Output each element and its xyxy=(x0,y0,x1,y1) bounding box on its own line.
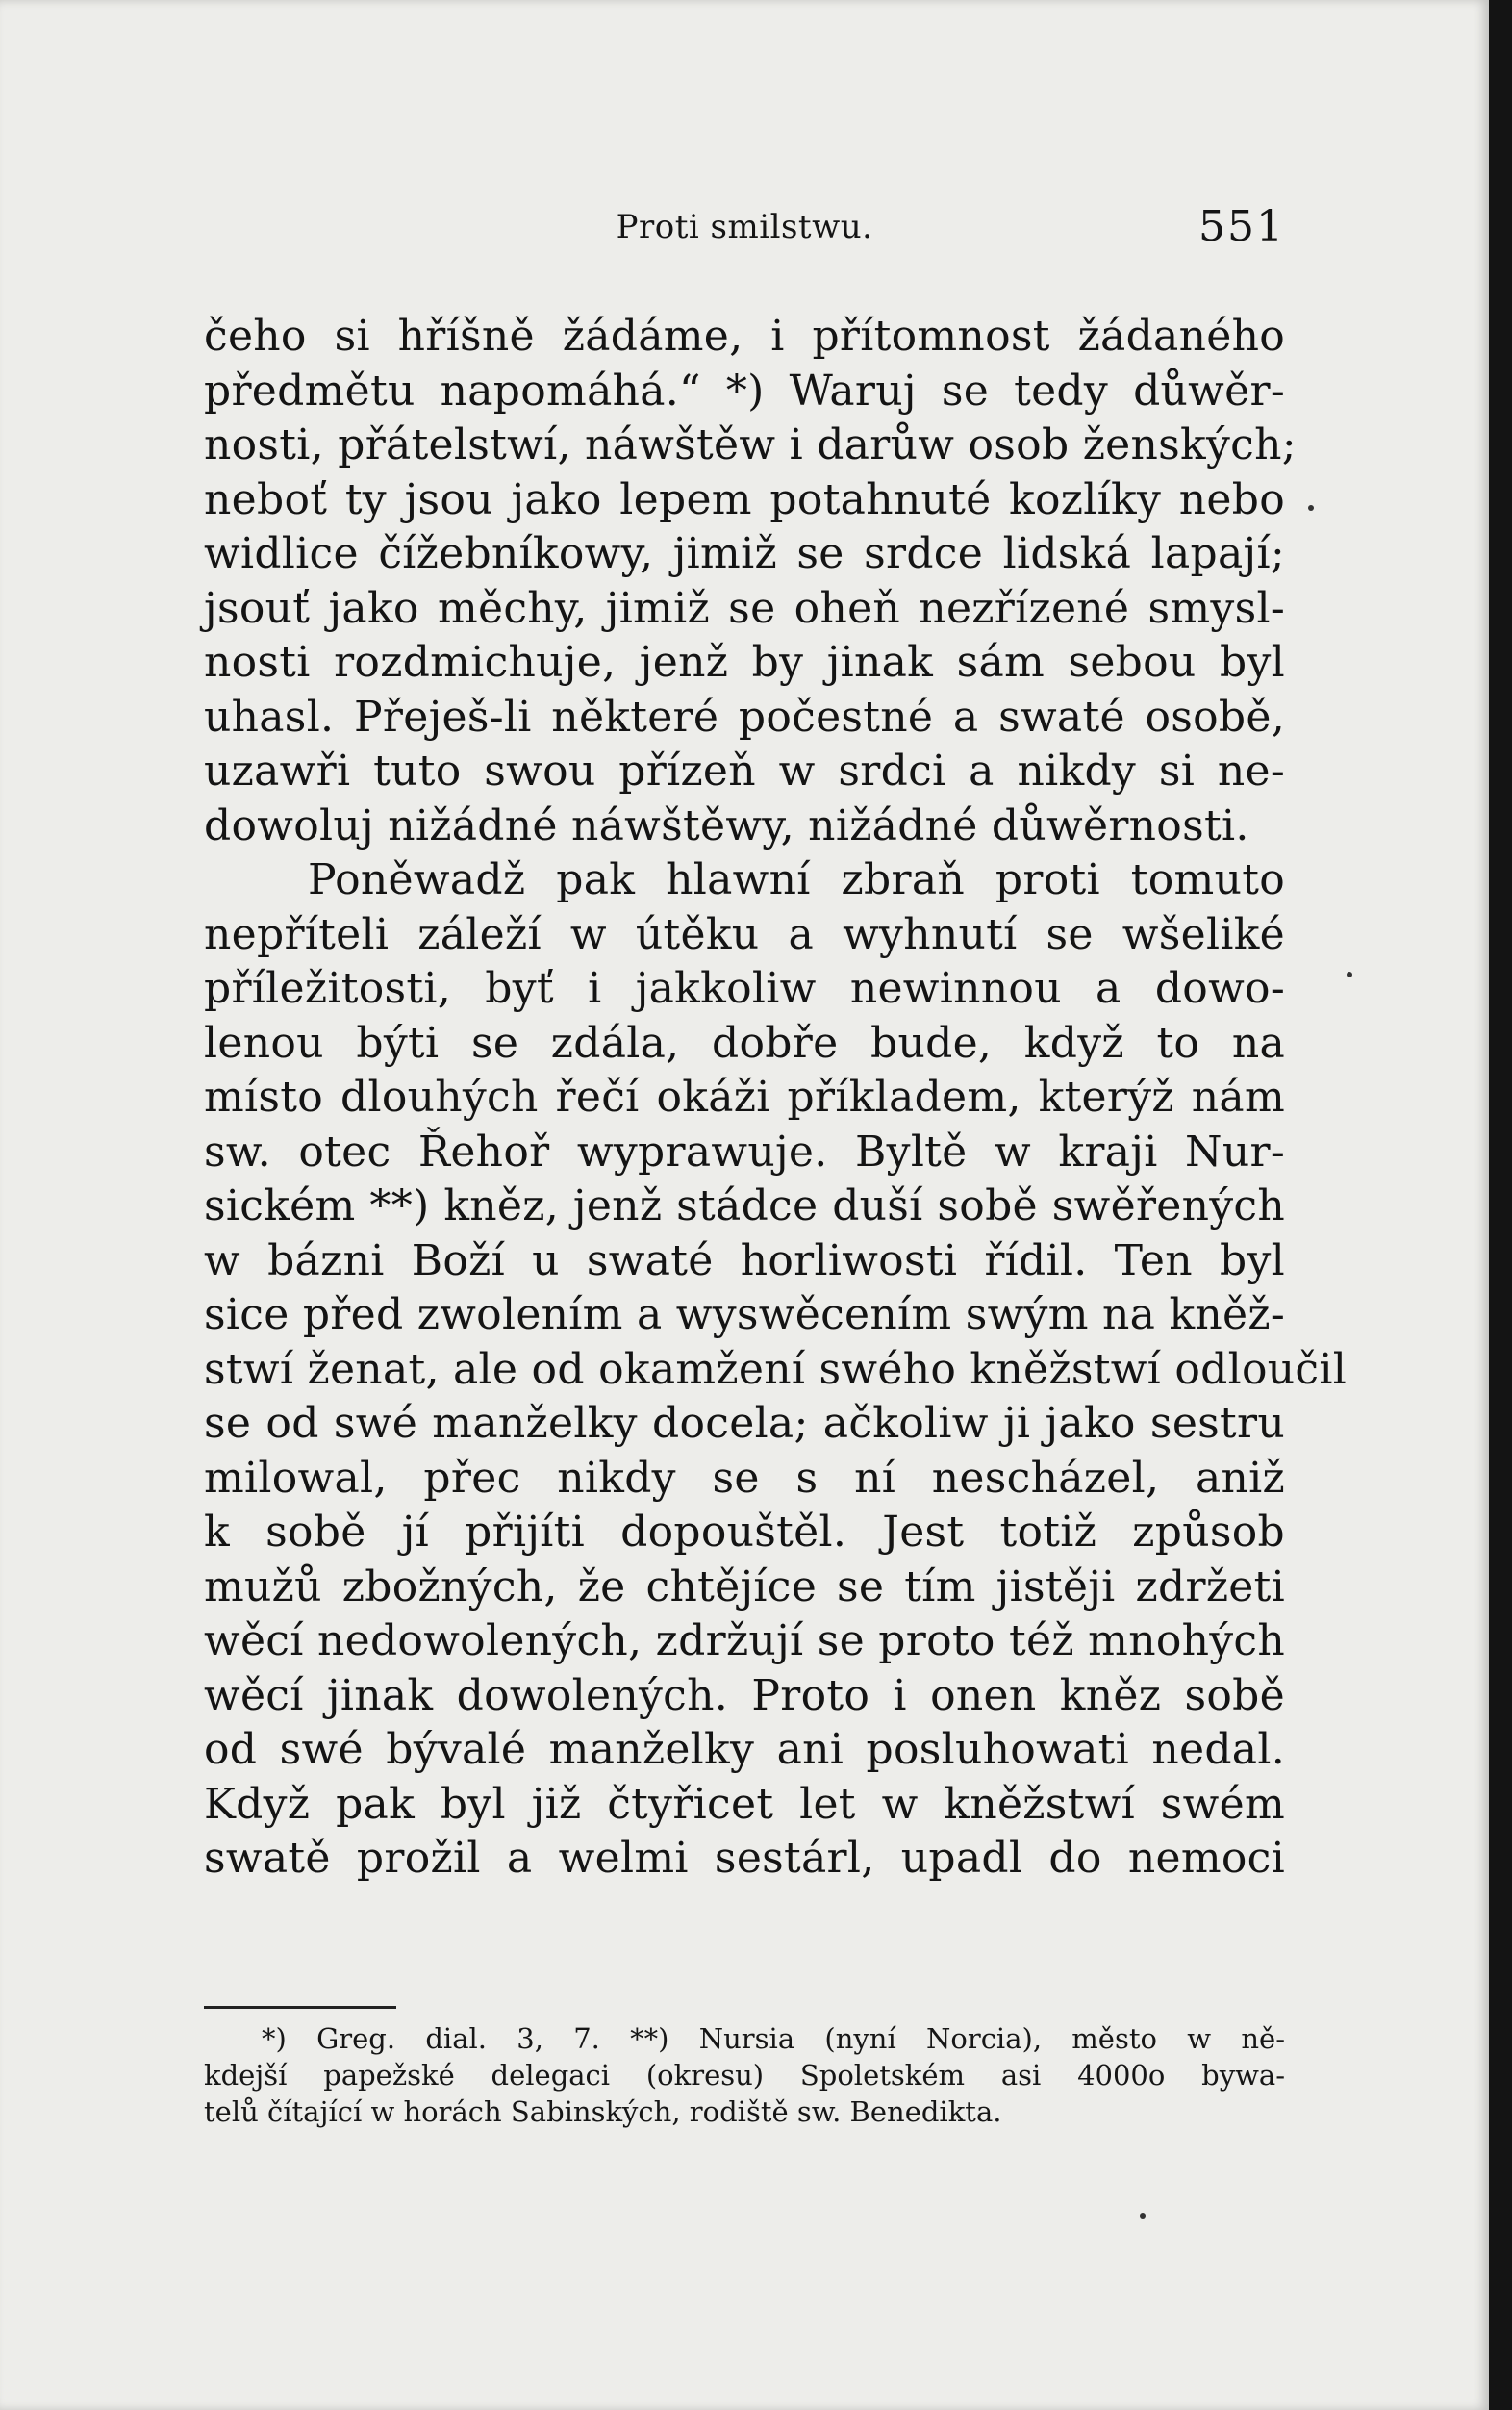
text-line: wěcí jinak dowolených. Proto i onen kněz sobě xyxy=(204,1670,1285,1720)
footnote-line: telů čítající w horách Sabinských, rodiště sw. Benedikta. xyxy=(204,2095,1002,2128)
paper-speck xyxy=(1347,972,1352,977)
text-line: uzawři tuto swou přízeň w srdci a nikdy si ne- xyxy=(204,747,1285,796)
footnote-line: *) Greg. dial. 3, 7. **) Nursia (nyní Norcia), město w ně- xyxy=(262,2022,1285,2055)
text-line: stwí ženat, ale od okamžení swého kněžstwí odloučil xyxy=(204,1344,1348,1394)
text-line: se od swé manželky docela; ačkoliw ji jako sestru xyxy=(204,1399,1285,1448)
text-line: předmětu napomáhá.“ *) Waruj se tedy důwěr- xyxy=(204,366,1285,416)
text-line: čeho si hříšně žádáme, i přítomnost žádaného xyxy=(204,312,1285,361)
text-line: swatě prožil a welmi sestárl, upadl do nemoci xyxy=(204,1834,1285,1883)
text-line: sice před zwolením a wyswěcením swým na kněž- xyxy=(204,1290,1286,1339)
text-line: dowoluj nižádné náwštěwy, nižádné důwěrnosti. xyxy=(204,800,1249,850)
text-line: nosti rozdmichuje, jenž by jinak sám sebou byl xyxy=(204,638,1285,687)
text-line: k sobě jí přijíti dopouštěl. Jest totiž způsob xyxy=(204,1508,1285,1557)
text-line: místo dlouhých řečí okáži příkladem, kterýž nám xyxy=(204,1073,1285,1122)
footnotes xyxy=(204,2020,1285,2130)
text-line: lenou býti se zdála, dobře bude, když to na xyxy=(204,1018,1285,1068)
text-line: uhasl. Přeješ-li některé počestné a swaté osobě, xyxy=(204,692,1285,742)
running-title: Proti smilstwu. xyxy=(616,208,873,246)
text-line: milowal, přec nikdy se s ní nescházel, aniž xyxy=(204,1453,1285,1503)
text-line: Když pak byl již čtyřicet let w kněžstwí swém xyxy=(204,1779,1285,1829)
page-number: 551 xyxy=(1198,202,1285,251)
text-line: widlice čížebníkowy, jimiž se srdce lidská lapají; xyxy=(204,529,1285,578)
text-line: neboť ty jsou jako lepem potahnuté kozlíky nebo xyxy=(204,474,1285,524)
paper-speck xyxy=(1308,505,1314,511)
text-line: nepříteli záleží w útěku a wyhnutí se wšeliké xyxy=(204,909,1285,959)
text-line: nosti, přátelstwí, náwštěw i darůw osob ženských; xyxy=(204,420,1297,469)
text-line: sw. otec Řehoř wyprawuje. Byltě w kraji Nur- xyxy=(204,1127,1285,1177)
text-line: w bázni Boží u swaté horliwosti řídil. Ten byl xyxy=(204,1235,1285,1285)
text-line: jsouť jako měchy, jimiž se oheň nezřízené smysl- xyxy=(204,583,1285,633)
text-line: sickém **) kněz, jenž stádce duší sobě swěřených xyxy=(204,1181,1285,1230)
footnote-line: kdejší papežské delegaci (okresu) Spoletském asi 4000o bywa- xyxy=(204,2059,1285,2092)
footnote-separator xyxy=(204,2006,396,2009)
scan-edge xyxy=(1489,0,1512,2410)
text-line: Poněwadž pak hlawní zbraň proti tomuto xyxy=(308,855,1285,904)
text-line: wěcí nedowolených, zdržují se proto též mnohých xyxy=(204,1616,1285,1665)
main-text xyxy=(204,310,1348,1887)
page-header xyxy=(204,202,1285,260)
paper-speck xyxy=(1140,2213,1146,2219)
text-line: mužů zbožných, že chtějíce se tím jistěji zdržeti xyxy=(204,1561,1285,1611)
text-line: příležitosti, byť i jakkoliw newinnou a dowo- xyxy=(204,964,1285,1013)
text-line: od swé bývalé manželky ani posluhowati nedal. xyxy=(204,1725,1285,1774)
